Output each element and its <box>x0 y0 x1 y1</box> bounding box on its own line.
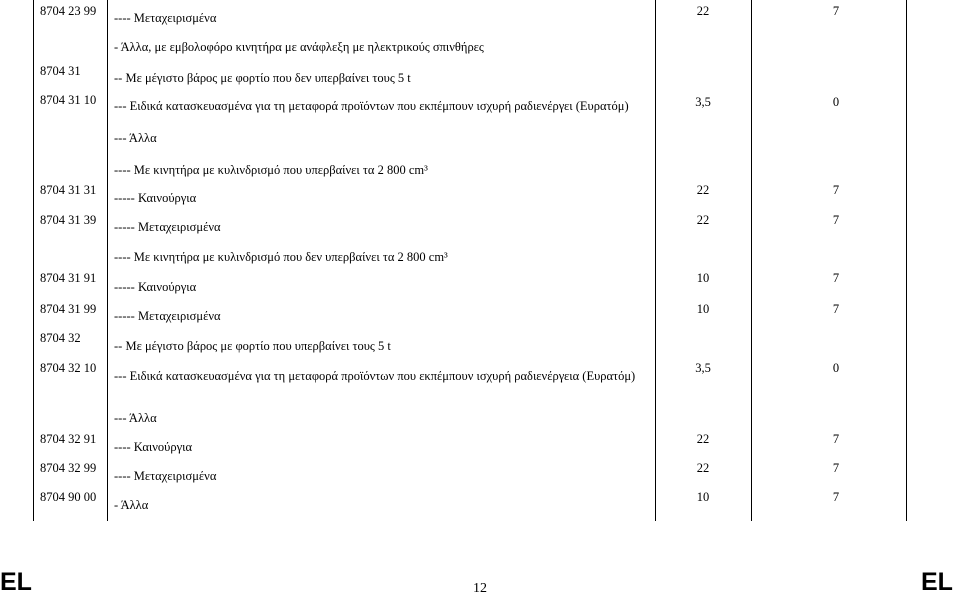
tariff-code: 8704 90 00 <box>40 490 97 504</box>
duty-rate: 10 <box>696 302 710 316</box>
staging-category: 0 <box>832 361 840 375</box>
tariff-description: ---- Με κινητήρα με κυλινδρισμό που υπερβαίνει τα 2 800 cm³ <box>114 163 428 177</box>
tariff-description: ----- Μεταχειρισμένα <box>114 309 221 323</box>
staging-category: 7 <box>832 302 840 316</box>
tariff-code: 8704 31 99 <box>40 302 97 316</box>
tariff-code: 8704 32 91 <box>40 432 97 446</box>
tariff-description: ---- Μεταχειρισμένα <box>114 469 217 483</box>
footer-language-right: EL <box>921 568 953 596</box>
duty-rate: 10 <box>696 271 710 285</box>
column-divider-rate <box>751 0 752 521</box>
tariff-description: --- Ειδικά κατασκευασμένα για τη μεταφορά προϊόντων που εκπέμπουν ισχυρή ραδιενέργει (Ευρατόμ) <box>114 99 629 113</box>
tariff-description: ----- Καινούργια <box>114 191 197 205</box>
duty-rate: 22 <box>696 432 710 446</box>
tariff-description: --- Άλλα <box>114 411 157 425</box>
tariff-code: 8704 23 99 <box>40 4 97 18</box>
tariff-code: 8704 32 99 <box>40 461 97 475</box>
staging-category: 7 <box>832 432 840 446</box>
column-divider-code <box>107 0 108 521</box>
tariff-description: ---- Με κινητήρα με κυλινδρισμό που δεν υπερβαίνει τα 2 800 cm³ <box>114 250 448 264</box>
staging-category: 7 <box>832 461 840 475</box>
tariff-description: ---- Καινούργια <box>114 440 193 454</box>
staging-category: 7 <box>832 490 840 504</box>
staging-category: 0 <box>832 95 840 109</box>
tariff-description: --- Ειδικά κατασκευασμένα για τη μεταφορά προϊόντων που εκπέμπουν ισχυρή ραδιενέργεια (Ευρατόμ) <box>114 369 636 383</box>
staging-category: 7 <box>832 183 840 197</box>
staging-category: 7 <box>832 4 840 18</box>
tariff-description: -- Με μέγιστο βάρος με φορτίο που υπερβαίνει τους 5 t <box>114 339 391 353</box>
duty-rate: 3,5 <box>695 95 711 109</box>
table-border-left <box>33 0 34 521</box>
tariff-code: 8704 32 10 <box>40 361 97 375</box>
tariff-code: 8704 31 91 <box>40 271 97 285</box>
duty-rate: 22 <box>696 461 710 475</box>
tariff-description: - Άλλα <box>114 498 149 512</box>
tariff-description: ----- Καινούργια <box>114 280 197 294</box>
tariff-code: 8704 31 <box>40 64 81 78</box>
tariff-description: --- Άλλα <box>114 131 157 145</box>
tariff-code: 8704 32 <box>40 331 81 345</box>
tariff-description: ----- Μεταχειρισμένα <box>114 220 221 234</box>
duty-rate: 3,5 <box>695 361 711 375</box>
staging-category: 7 <box>832 213 840 227</box>
staging-category: 7 <box>832 271 840 285</box>
footer-language-left: EL <box>0 568 32 596</box>
page-number: 12 <box>473 581 487 596</box>
duty-rate: 22 <box>696 183 710 197</box>
duty-rate: 10 <box>696 490 710 504</box>
column-divider-desc <box>655 0 656 521</box>
table-border-right <box>906 0 907 521</box>
tariff-code: 8704 31 39 <box>40 213 97 227</box>
tariff-description: - Άλλα, με εμβολοφόρο κινητήρα με ανάφλεξη με ηλεκτρικούς σπινθήρες <box>114 40 484 54</box>
tariff-description: ---- Μεταχειρισμένα <box>114 11 217 25</box>
duty-rate: 22 <box>696 213 710 227</box>
tariff-code: 8704 31 10 <box>40 93 97 107</box>
tariff-code: 8704 31 31 <box>40 183 97 197</box>
tariff-description: -- Με μέγιστο βάρος με φορτίο που δεν υπερβαίνει τους 5 t <box>114 71 411 85</box>
duty-rate: 22 <box>696 4 710 18</box>
